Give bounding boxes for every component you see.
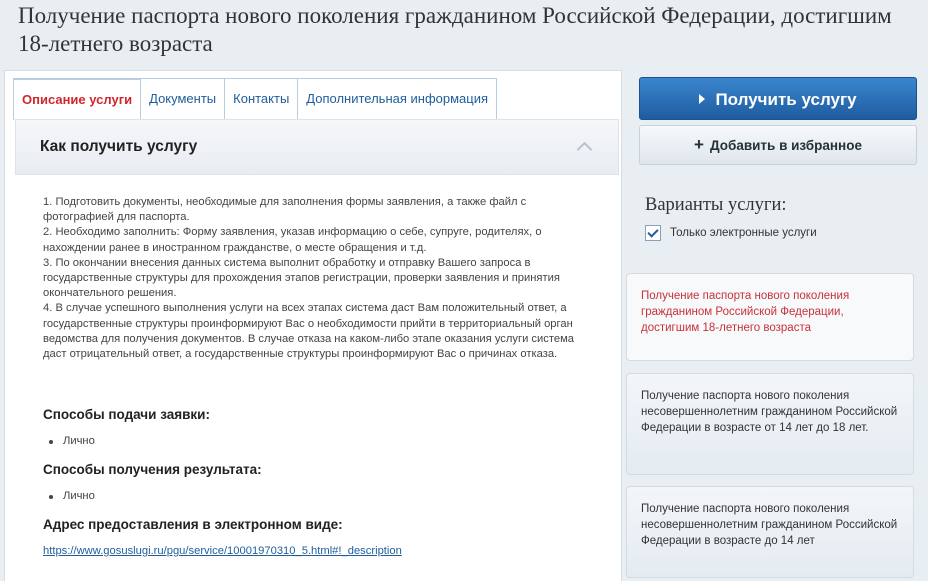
variant-card-14-18[interactable]: Получение паспорта нового поколения несовершеннолетним гражданином Российской Федерации в возрасте от 14 лет до 18 лет. [626, 373, 914, 475]
how-to-get-accordion-header[interactable] [15, 119, 619, 175]
electronic-address-heading: Адрес предоставления в электронном виде: [43, 517, 343, 532]
result-method-item: Лично [51, 490, 95, 502]
tab-bar [13, 78, 496, 120]
service-description-link[interactable]: https://www.gosuslugi.ru/pgu/service/10001970310_5.html#!_description [43, 545, 402, 557]
step-item: 2. Необходимо заполнить: Форму заявления, указав информацию о себе, супруге, родителях, о нахождении ранее в иностранном гражданстве, о месте обращения и т.д. [43, 226, 542, 254]
electronic-only-checkbox[interactable] [645, 225, 661, 241]
get-service-label: Получить услугу [715, 90, 857, 109]
get-service-button[interactable] [639, 77, 917, 120]
tab-description[interactable]: Описание услуги [13, 78, 141, 120]
step-item: 1. Подготовить документы, необходимые для заполнения формы заявления, а также файл с фотографией для паспорта. [43, 196, 527, 224]
step-item: 4. В случае успешного выполнения услуги на всех этапах система даст Вам положительный ответ, а государственные структуры проинформируют Вас о необходимости прийти в территориальный орган ведомства для получения документов. В случае отказа на каком-либо этапе оказания услуги система даст отрицательный ответ, а государственные структуры проинформируют Вас о причинах отказа. [43, 302, 575, 361]
steps-list [43, 195, 583, 362]
variants-title: Варианты услуги: [645, 195, 787, 215]
tab-documents[interactable]: Документы [140, 78, 225, 119]
play-arrow-icon [699, 94, 705, 104]
tab-additional-info[interactable]: Дополнительная информация [297, 78, 497, 119]
plus-icon: + [694, 135, 704, 154]
electronic-only-label[interactable]: Только электронные услуги [670, 227, 817, 239]
add-favorite-label: Добавить в избранное [709, 138, 862, 153]
tab-contacts[interactable]: Контакты [224, 78, 298, 119]
result-methods-heading: Способы получения результата: [43, 462, 262, 477]
variants-section [628, 180, 922, 265]
step-item: 3. По окончании внесения данных система выполнит обработку и отправку Вашего запроса в государственные структуры для прохождения этапов регистрации, проверки заявления и принятия окончательного решения. [43, 256, 560, 300]
page-title: Получение паспорта нового поколения гражданином Российской Федерации, достигшим 18-летнего возраста [18, 3, 892, 56]
variant-card-adult[interactable]: Получение паспорта нового поколения гражданином Российской Федерации, достигшим 18-летнего возраста [626, 273, 914, 361]
chevron-up-icon[interactable] [577, 142, 593, 158]
add-to-favorites-button[interactable] [639, 125, 917, 165]
submission-methods-heading: Способы подачи заявки: [43, 407, 210, 422]
accordion-title: Как получить услугу [40, 138, 198, 155]
variant-card-under-14[interactable]: Получение паспорта нового поколения несовершеннолетним гражданином Российской Федерации в возрасте до 14 лет [626, 486, 914, 578]
submission-method-item: Лично [51, 435, 95, 447]
service-description-panel [4, 70, 622, 581]
